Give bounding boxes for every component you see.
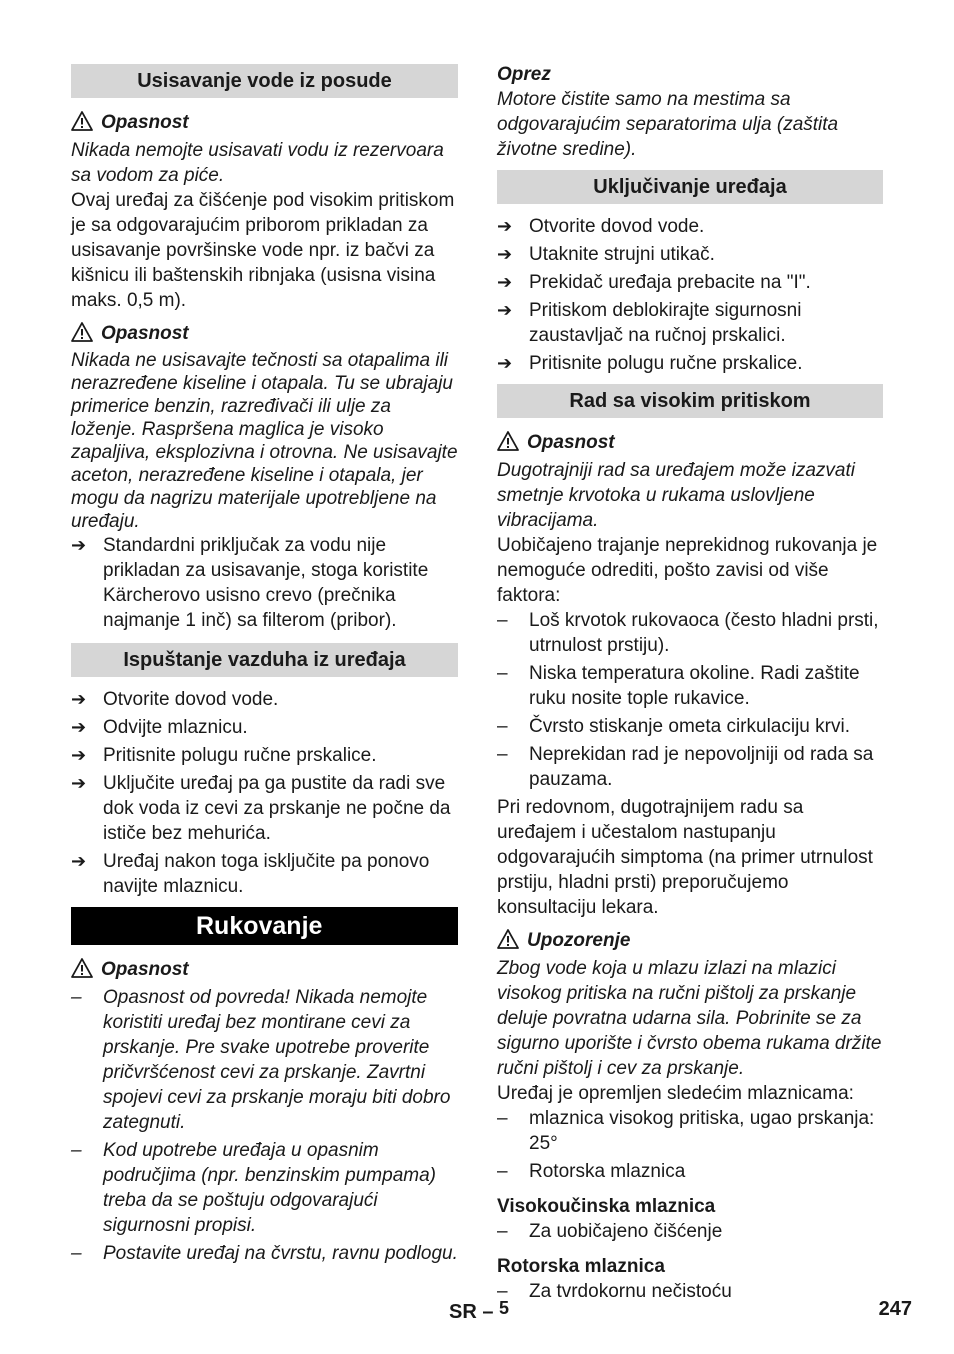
right-column [497, 62, 883, 1304]
factor-list [497, 608, 883, 792]
danger-label-text: Opasnost [101, 959, 189, 980]
instruction-step: ➔ Uređaj nakon toga isključite pa ponovo navijte mlaznicu. [71, 849, 458, 899]
danger-label-text: Opasnost [527, 432, 615, 453]
section-heading-venting: Ispuštanje vazduha iz uređaja [71, 643, 458, 677]
nozzle-list [497, 1106, 883, 1184]
paragraph: Pri redovnom, dugotrajnijem radu sa uređajem i učestalom nastupanju odgovarajućih simptoma (na primer utrnulost prstiju, hladni prsti) preporučujemo konsultaciju lekara. [497, 797, 873, 918]
factor-item: – Čvrsto stiskanje ometa cirkulaciju krvi. [497, 714, 883, 739]
instruction-step: ➔ Pritisnite polugu ručne prskalice. [71, 743, 458, 768]
subheading-rotor-nozzle: Rotorska mlaznica [497, 1256, 665, 1277]
warning-triangle-icon [497, 431, 519, 451]
page-number: 247 [878, 1298, 912, 1320]
caution-label: Oprez [497, 64, 551, 85]
instruction-step: ➔ Pritisnite polugu ručne prskalice. [497, 351, 883, 376]
warning-label [497, 926, 883, 956]
usage-list [497, 1219, 883, 1244]
left-column [71, 62, 458, 1269]
factor-item: – Niska temperatura okoline. Radi zaštite ruku nosite tople rukavice. [497, 661, 883, 711]
instruction-step: ➔ Otvorite dovod vode. [71, 687, 458, 712]
usage-item: – Za tvrdokornu nečistoću [497, 1279, 883, 1304]
danger-label [71, 955, 458, 985]
instruction-step: ➔ Odvijte mlaznicu. [71, 715, 458, 740]
section-heading-switch-on: Uključivanje uređaja [497, 170, 883, 204]
danger-item: – Kod upotrebe uređaja u opasnim područjima (npr. benzinskim pumpama) treba da se poštuju odgovarajući sigurnosni propisi. [71, 1138, 458, 1238]
instruction-step: ➔ Prekidač uređaja prebacite na "I". [497, 270, 883, 295]
warning-triangle-icon [497, 929, 519, 949]
warning-triangle-icon [71, 111, 93, 131]
instruction-list [497, 214, 883, 376]
footer-lang: SR [449, 1301, 477, 1323]
subheading-power-nozzle: Visokoučinska mlaznica [497, 1196, 716, 1217]
footer-section-page: 5 [499, 1298, 510, 1318]
instruction-list [71, 687, 458, 899]
danger-text: Dugotrajniji rad sa uređajem može izazvati smetnje krvotoka u rukama uslovljene vibracijama. [497, 460, 855, 531]
danger-text: Nikada ne usisavajte tečnosti sa otapalima ili nerazređene kiseline i otapala. Tu se ubrajaju primerice benzin, razređivači ili ulje za loženje. Raspršena maglica je visoko zapaljiva, eksplozivna i otrovna. Ne usisavajte aceton, nerazređene kiseline i otapala, jer mogu da nagrizu materijale upotrebljene na uređaju. [71, 350, 458, 532]
instruction-step: ➔ Utaknite strujni utikač. [497, 242, 883, 267]
usage-list [497, 1279, 883, 1304]
danger-text: Nikada nemojte usisavati vodu iz rezervoara sa vodom za piće. [71, 140, 444, 186]
danger-label [497, 428, 883, 458]
warning-triangle-icon [71, 958, 93, 978]
paragraph: Ovaj uređaj za čišćenje pod visokim pritiskom je sa odgovarajućim priborom prikladan za usisavanje površinske vode npr. iz bačvi za kišnicu ili baštenskih ribnjaka (usisna visina maks. 0,5 m). [71, 190, 455, 311]
warning-triangle-icon [71, 322, 93, 342]
nozzle-item: – Rotorska mlaznica [497, 1159, 883, 1184]
section-heading-high-pressure: Rad sa visokim pritiskom [497, 384, 883, 418]
factor-item: – Loš krvotok rukovaoca (često hladni prsti, utrnulost prstiju). [497, 608, 883, 658]
danger-item: – Postavite uređaj na čvrstu, ravnu podlogu. [71, 1241, 458, 1266]
instruction-step: ➔ Standardni priključak za vodu nije prikladan za usisavanje, stoga koristite Kärcherovo usisno crevo (prečnika najmanje 1 inč) sa filterom (pribor). [71, 533, 458, 633]
instruction-list [71, 533, 458, 633]
usage-item: – Za uobičajeno čišćenje [497, 1219, 883, 1244]
chapter-heading-operation: Rukovanje [71, 907, 458, 945]
section-heading-water-suction: Usisavanje vode iz posude [71, 64, 458, 98]
caution-text: Motore čistite samo na mestima sa odgovarajućim separatorima ulja (zaštita životne sredine). [497, 89, 839, 160]
footer-sep: – [482, 1301, 494, 1323]
warning-label-text: Upozorenje [527, 930, 631, 951]
instruction-step: ➔ Uključite uređaj pa ga pustite da radi sve dok voda iz cevi za prskanje ne počne da ističe bez mehurića. [71, 771, 458, 846]
factor-item: – Neprekidan rad je nepovoljniji od rada sa pauzama. [497, 742, 883, 792]
paragraph: Uređaj je opremljen sledećim mlaznicama: [497, 1083, 854, 1104]
footer-section-marker [449, 1296, 509, 1325]
danger-label [71, 108, 458, 138]
danger-item: – Opasnost od povreda! Nikada nemojte koristiti uređaj bez montirane cevi za prskanje. Pre svake upotrebe proverite pričvršćenost cevi za prskanje. Zavrtni spojevi cevi za prskanje moraju biti dobro zategnuti. [71, 985, 458, 1135]
instruction-step: ➔ Otvorite dovod vode. [497, 214, 883, 239]
danger-label-text: Opasnost [101, 323, 189, 344]
danger-list [71, 985, 458, 1266]
paragraph: Uobičajeno trajanje neprekidnog rukovanja je nemoguće odrediti, pošto zavisi od više faktora: [497, 535, 878, 606]
instruction-step: ➔ Pritiskom deblokirajte sigurnosni zaustavljač na ručnoj prskalici. [497, 298, 883, 348]
warning-text: Zbog vode koja u mlazu izlazi na mlazici visokog pritiska na ručni pištolj za prskanje deluje povratna udarna sila. Pobrinite se za sigurno uporište i čvrsto obema rukama držite ručni pištolj i cev za prskanje. [497, 958, 882, 1079]
danger-label [71, 319, 458, 349]
danger-label-text: Opasnost [101, 112, 189, 133]
nozzle-item: – mlaznica visokog pritiska, ugao prskanja: 25° [497, 1106, 883, 1156]
